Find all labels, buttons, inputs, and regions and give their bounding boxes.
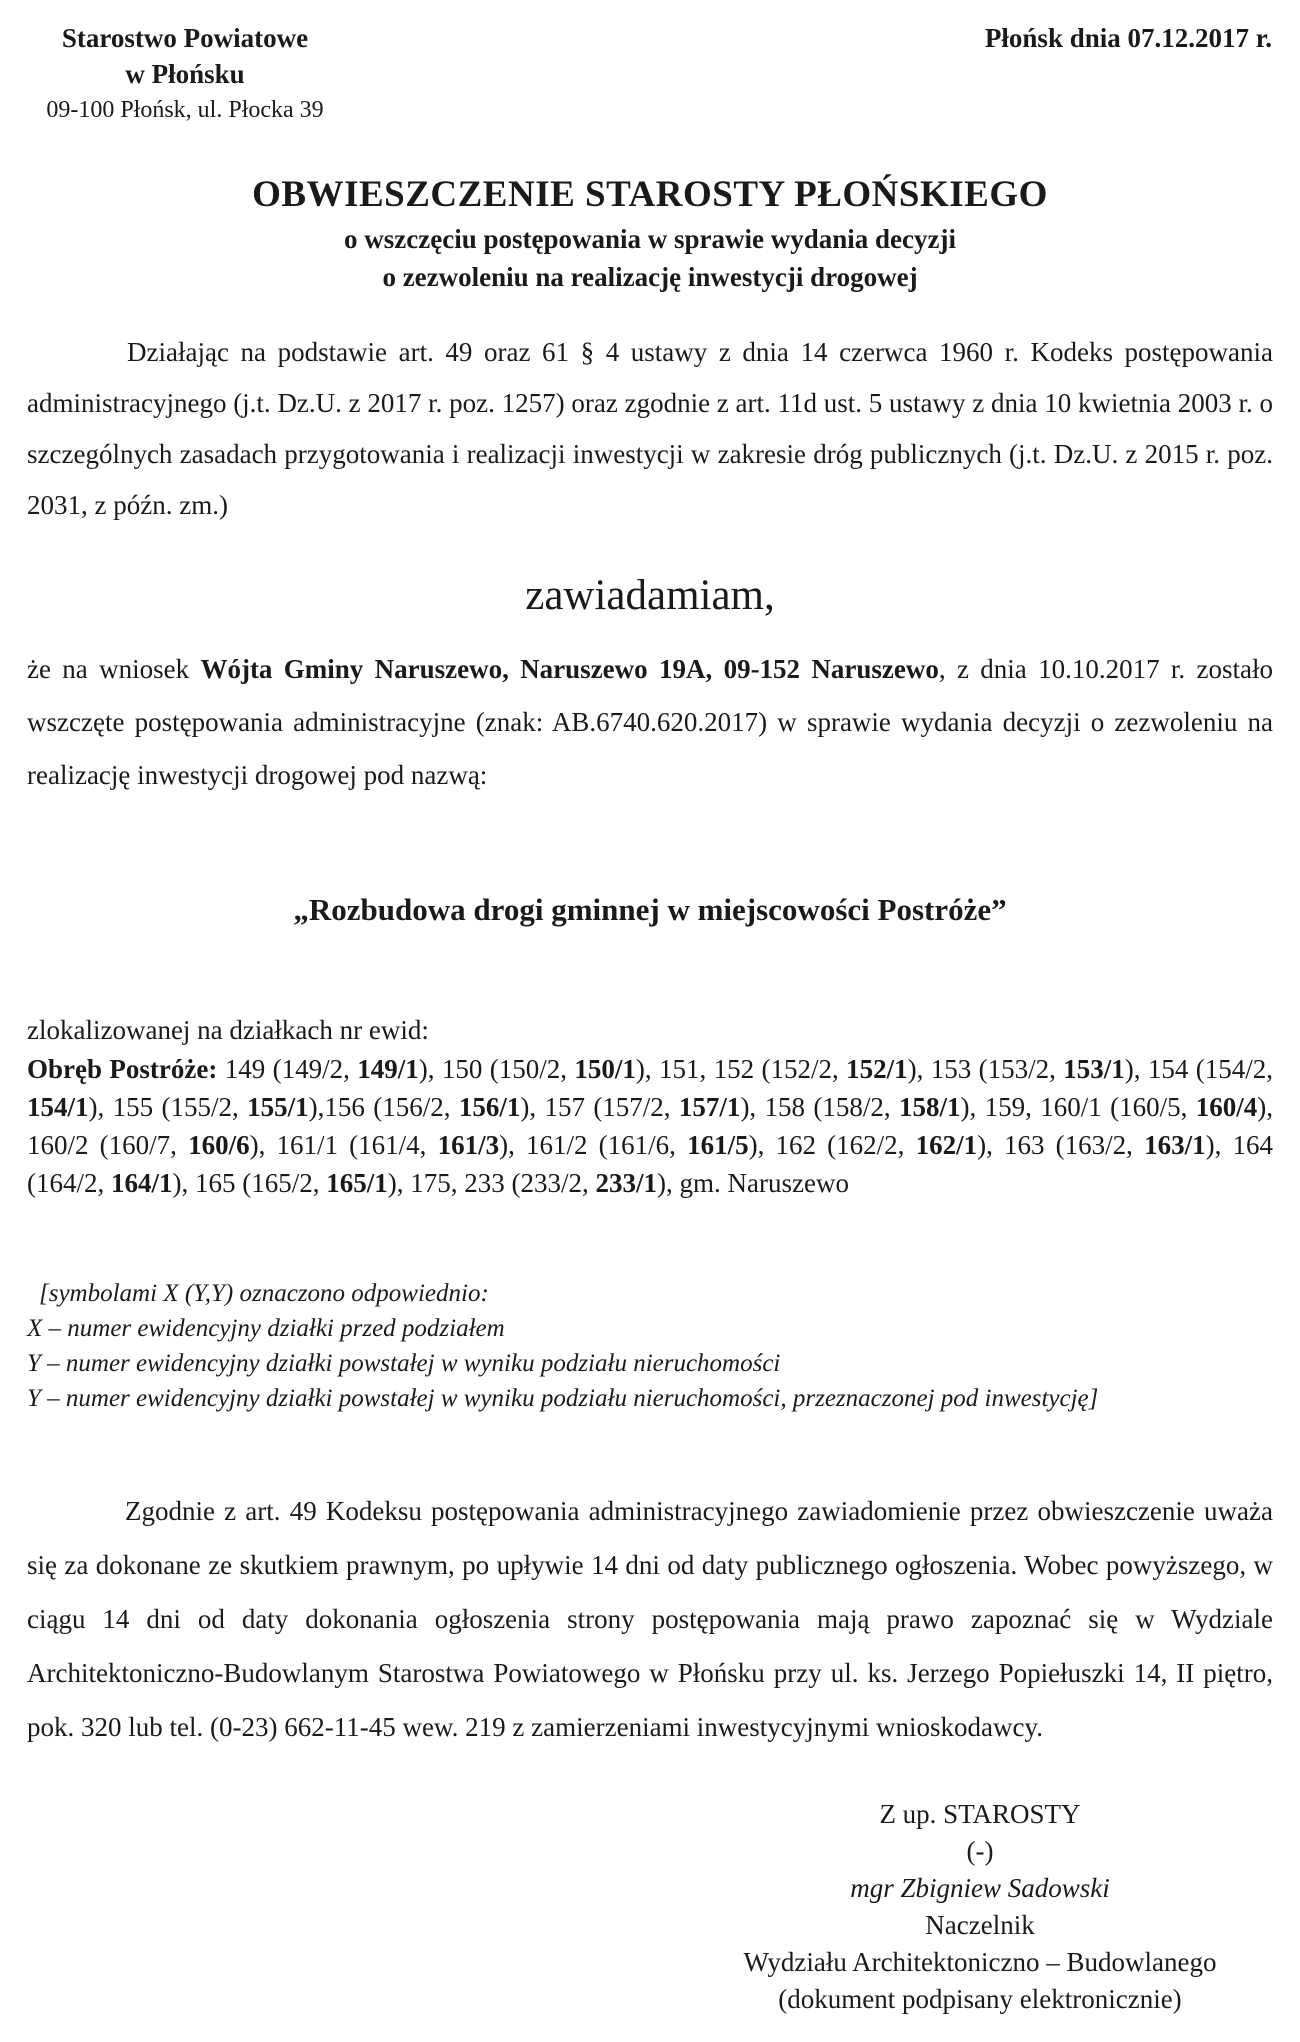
legend-item-y-investment: Y – numer ewidencyjny działki powstałej w wyniku podziału nieruchomości, przeznaczonej pod inwestycję] bbox=[27, 1385, 1099, 1412]
plot-number-investment: 150/1 bbox=[574, 1054, 636, 1084]
plot-number-text: ), 165 (165/2, bbox=[172, 1168, 327, 1198]
plot-number-investment: 153/1 bbox=[1063, 1054, 1125, 1084]
plot-number-text: ), 154 (154/2, bbox=[1124, 1054, 1274, 1084]
legal-basis-paragraph: Działając na podstawie art. 49 oraz 61 § 4 ustawy z dnia 14 czerwca 1960 r. Kodeks postępowania administracyjnego (j.t. Dz.U. z 2017 r. poz. 1257) oraz zgodnie z art. 11d ust. 5 ustawy z dnia 10 kwietnia 2003 r. o szczególnych zasadach przygotowania i realizacji inwestycji w zakresie dróg publicznych (j.t. Dz.U. z 2015 r. poz. 2031, z późn. zm.) bbox=[27, 337, 1273, 520]
issuer-address: 09-100 Płońsk, ul. Płocka 39 bbox=[46, 97, 324, 123]
plot-number-text: ), 160/2 (160/7, bbox=[27, 1092, 1273, 1160]
signature-block bbox=[680, 1796, 1280, 2018]
plot-number-text: ), 150 (150/2, bbox=[418, 1054, 575, 1084]
plot-number-investment: 162/1 bbox=[915, 1130, 978, 1160]
plot-number-text: ),156 (156/2, bbox=[308, 1092, 459, 1122]
signatory-name: mgr Zbigniew Sadowski bbox=[850, 1873, 1110, 1903]
plot-number-investment: 154/1 bbox=[27, 1092, 89, 1122]
plot-number-text: ), 153 (153/2, bbox=[907, 1054, 1064, 1084]
plot-number-investment: 233/1 bbox=[595, 1168, 658, 1198]
plot-number-text: ), 161/2 (161/6, bbox=[499, 1130, 688, 1160]
notification-heading: zawiadamiam, bbox=[525, 572, 775, 619]
project-title: „Rozbudowa drogi gminnej w miejscowości Postróże” bbox=[293, 892, 1007, 927]
legend-intro: [symbolami X (Y,Y) oznaczono odpowiednio: bbox=[39, 1280, 489, 1307]
place-date: Płońsk dnia 07.12.2017 r. bbox=[984, 23, 1272, 53]
plot-number-investment: 152/1 bbox=[846, 1054, 908, 1084]
plot-number-investment: 160/4 bbox=[1195, 1092, 1258, 1122]
issuer-header bbox=[20, 20, 350, 128]
plot-number-text: ), 158 (158/2, bbox=[740, 1092, 900, 1122]
plot-number-investment: 149/1 bbox=[357, 1054, 419, 1084]
plot-number-investment: 161/3 bbox=[437, 1130, 500, 1160]
application-paragraph bbox=[27, 643, 1273, 802]
document-title-block bbox=[0, 170, 1300, 296]
application-text-end: , z dnia 10.10.2017 r. zostało wszczęte postępowania administracyjne (znak: AB.6740.620.2017) w sprawie wydania decyzji o zezwoleniu na realizację inwestycji drogowej pod nazwą: bbox=[27, 654, 1273, 790]
legend-item-y: Y – numer ewidencyjny działki powstałej w wyniku podziału nieruchomości bbox=[27, 1350, 781, 1377]
legend-item-x: X – numer ewidencyjny działki przed podziałem bbox=[27, 1315, 505, 1342]
info-paragraph: Zgodnie z art. 49 Kodeksu postępowania administracyjnego zawiadomienie przez obwieszczenie uważa się za dokonane ze skutkiem prawnym, po upływie 14 dni od daty publicznego ogłoszenia. Wobec powyższego, w ciągu 14 dni od daty dokonania ogłoszenia strony postępowania mają prawo zapoznać się w Wydziale Architektoniczno-Budowlanym Starostwa Powiatowego w Płońsku przy ul. ks. Jerzego Popiełuszki 14, II piętro, pok. 320 lub tel. (0-23) 662-11-45 wew. 219 z zamierzeniami inwestycyjnymi wnioskodawcy. bbox=[27, 1496, 1273, 1742]
plot-number-investment: 165/1 bbox=[326, 1168, 388, 1198]
plot-number-investment: 156/1 bbox=[458, 1092, 521, 1122]
plot-number-text: ), 163 (163/2, bbox=[977, 1130, 1145, 1160]
document-subtitle-line2: o zezwoleniu na realizację inwestycji drogowej bbox=[382, 262, 918, 292]
application-text-start: że na wniosek bbox=[27, 654, 201, 684]
plot-number-investment: 163/1 bbox=[1144, 1130, 1206, 1160]
plot-number-investment: 161/5 bbox=[687, 1130, 749, 1160]
signatory-position: Naczelnik bbox=[925, 1910, 1035, 1940]
plots-intro: zlokalizowanej na działkach nr ewid: bbox=[27, 1015, 429, 1045]
plot-number-investment: 155/1 bbox=[247, 1092, 309, 1122]
plots-precinct-label: Obręb Postróże: bbox=[27, 1054, 218, 1084]
signature-authority: Z up. STAROSTY bbox=[879, 1799, 1081, 1829]
plot-number-text: ), 155 (155/2, bbox=[88, 1092, 248, 1122]
plot-number-text: ), 164 (164/2, bbox=[27, 1130, 1273, 1198]
issuer-city: w Płońsku bbox=[125, 59, 245, 89]
plot-number-investment: 160/6 bbox=[188, 1130, 250, 1160]
plot-number-text: ), 151, 152 (152/2, bbox=[635, 1054, 847, 1084]
plot-number-investment: 164/1 bbox=[111, 1168, 173, 1198]
plot-number-text: ), 161/1 (161/4, bbox=[249, 1130, 438, 1160]
plot-number-text: 149 (149/2, bbox=[217, 1054, 358, 1084]
plots-list bbox=[27, 1050, 1273, 1202]
plot-number-investment: 158/1 bbox=[899, 1092, 961, 1122]
signatory-department: Wydziału Architektoniczno – Budowlanego bbox=[743, 1947, 1217, 1977]
applicant-name: Wójta Gminy Naruszewo, Naruszewo 19A, 09-152 Naruszewo bbox=[200, 654, 939, 684]
plot-number-text: ), gm. Naruszewo bbox=[657, 1168, 849, 1198]
signature-mark: (-) bbox=[966, 1836, 994, 1866]
issuer-name: Starostwo Powiatowe bbox=[61, 23, 309, 53]
plot-number-text: ), 162 (162/2, bbox=[748, 1130, 916, 1160]
plot-number-investment: 157/1 bbox=[678, 1092, 741, 1122]
document-title: OBWIESZCZENIE STAROSTY PŁOŃSKIEGO bbox=[252, 174, 1048, 215]
document-subtitle-line1: o wszczęciu postępowania w sprawie wydania decyzji bbox=[344, 224, 956, 254]
signature-note: (dokument podpisany elektronicznie) bbox=[778, 1984, 1182, 2014]
plot-number-text: ), 175, 233 (233/2, bbox=[387, 1168, 596, 1198]
plot-number-text: ), 157 (157/2, bbox=[520, 1092, 679, 1122]
plot-number-text: ), 159, 160/1 (160/5, bbox=[960, 1092, 1196, 1122]
symbols-legend bbox=[27, 1276, 1273, 1416]
